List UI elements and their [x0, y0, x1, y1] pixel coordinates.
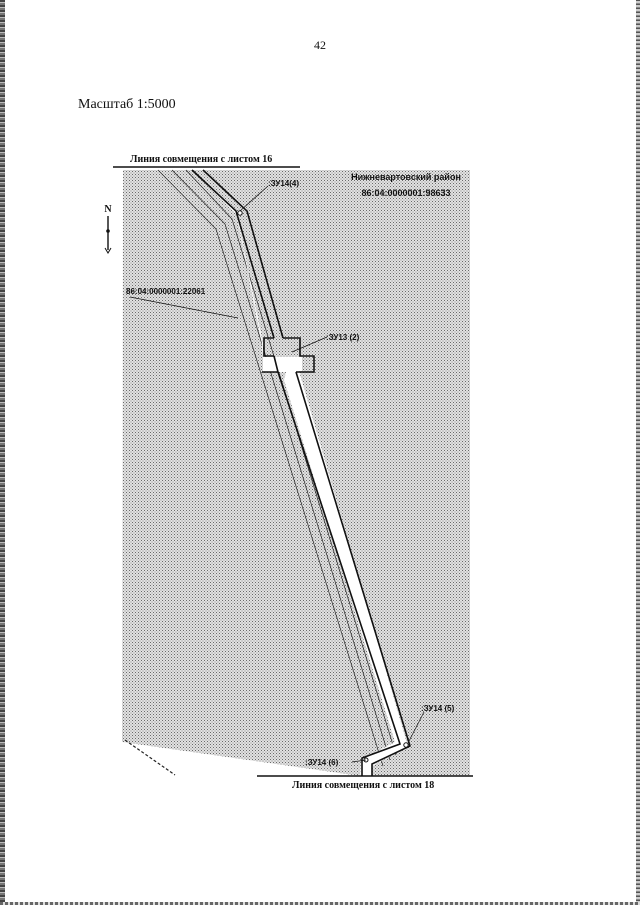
- bottom-line-label: Линия совмещения с листом 18: [292, 780, 435, 791]
- parcel-left-label: 86:04:0000001:22061: [126, 287, 206, 296]
- label-zu14-4: :ЗУ14(4): [268, 179, 300, 188]
- page-number: 42: [314, 38, 326, 52]
- hatched-land-area: [122, 170, 470, 776]
- district-name: Нижневартовский район: [351, 172, 461, 182]
- top-line-label: Линия совмещения с листом 16: [130, 154, 273, 165]
- node-marker-zu14-4: [238, 211, 242, 215]
- scale-label: Масштаб 1:5000: [78, 97, 176, 112]
- north-arrow-icon: [105, 216, 111, 253]
- label-zu14-6: :ЗУ14 (6): [305, 758, 339, 767]
- label-zu13-2: :ЗУ13 (2): [326, 333, 360, 342]
- district-parcel: 86:04:0000001:98633: [361, 188, 451, 198]
- label-zu14-5: :ЗУ14 (5): [421, 704, 455, 713]
- node-marker-zu14-5: [404, 743, 408, 747]
- north-label: N: [104, 204, 112, 215]
